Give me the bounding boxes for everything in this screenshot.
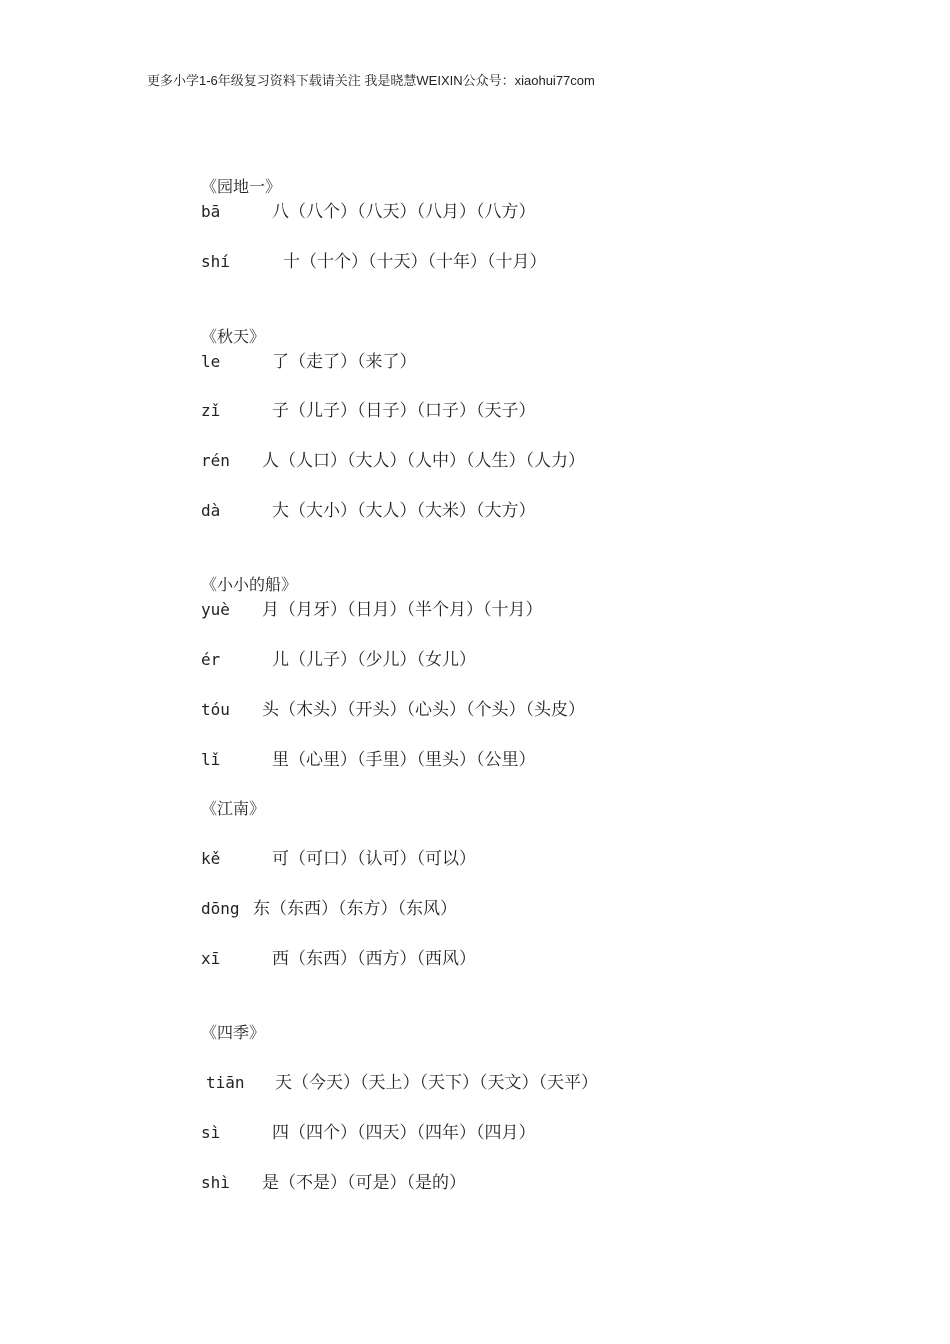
word-list: 了（走了）（来了）: [272, 352, 417, 372]
word-list: 子（儿子）（日子）（口子）（天子）: [272, 401, 536, 421]
section-title-siji: 《四季》: [201, 1023, 266, 1042]
vocab-row: [201, 848, 476, 870]
vocab-row: [201, 948, 476, 970]
vocab-row: [201, 251, 547, 273]
word-list: 人（人口）（大人）（人中）（人生）（人力）: [262, 451, 585, 471]
pinyin: shì: [201, 1173, 230, 1192]
vocab-row: [201, 351, 417, 373]
pinyin: bā: [201, 202, 221, 221]
word-list: 八（八个）（八天）（八月）（八方）: [272, 202, 536, 222]
vocab-row: [206, 1072, 598, 1094]
pinyin: zǐ: [201, 401, 221, 420]
vocab-row: [201, 898, 457, 920]
pinyin: le: [201, 352, 221, 371]
pinyin: xī: [201, 949, 221, 968]
vocab-row: [201, 450, 585, 472]
vocab-row: [201, 400, 536, 422]
pinyin: tóu: [201, 700, 230, 719]
pinyin: yuè: [201, 600, 230, 619]
word-list: 西（东西）（西方）（西风）: [272, 949, 476, 969]
section-title-xiaoxiao-de-chuan: 《小小的船》: [201, 575, 298, 594]
vocab-row: [201, 649, 476, 671]
word-list: 可（可口）（认可）（可以）: [272, 849, 476, 869]
vocab-row: [201, 599, 543, 621]
word-list: 四（四个）（四天）（四年）（四月）: [272, 1123, 536, 1143]
page-header-note: 更多小学1-6年级复习资料下载请关注 我是晓慧WEIXIN公众号：xiaohui77com: [147, 73, 595, 88]
vocab-row: [201, 201, 536, 223]
vocab-row: [201, 1172, 466, 1194]
vocab-row: [201, 1122, 536, 1144]
pinyin: dōng: [201, 899, 240, 918]
word-list: 天（今天）（天上）（天下）（天文）（天平）: [275, 1073, 598, 1093]
section-title-jiangnan: 《江南》: [201, 799, 266, 818]
pinyin: rén: [201, 451, 230, 470]
vocab-row: [201, 699, 585, 721]
word-list: 东（东西）（东方）（东风）: [253, 899, 457, 919]
word-list: 儿（儿子）（少儿）（女儿）: [272, 650, 476, 670]
pinyin: kě: [201, 849, 221, 868]
word-list: 月（月牙）（日月）（半个月）（十月）: [262, 600, 543, 620]
vocab-row: [201, 749, 536, 771]
word-list: 大（大小）（大人）（大米）（大方）: [272, 501, 536, 521]
section-title-qiutian: 《秋天》: [201, 327, 266, 346]
vocab-row: [201, 500, 536, 522]
word-list: 头（木头）（开头）（心头）（个头）（头皮）: [262, 700, 585, 720]
section-title-yuandi-yi: 《园地一》: [201, 177, 282, 196]
pinyin: dà: [201, 501, 221, 520]
pinyin: ér: [201, 650, 221, 669]
pinyin: sì: [201, 1123, 221, 1142]
word-list: 十（十个）（十天）（十年）（十月）: [283, 252, 547, 272]
pinyin: lǐ: [201, 750, 221, 769]
word-list: 是（不是）（可是）（是的）: [262, 1173, 466, 1193]
word-list: 里（心里）（手里）（里头）（公里）: [272, 750, 536, 770]
pinyin: shí: [201, 252, 230, 271]
pinyin: tiān: [206, 1073, 245, 1092]
